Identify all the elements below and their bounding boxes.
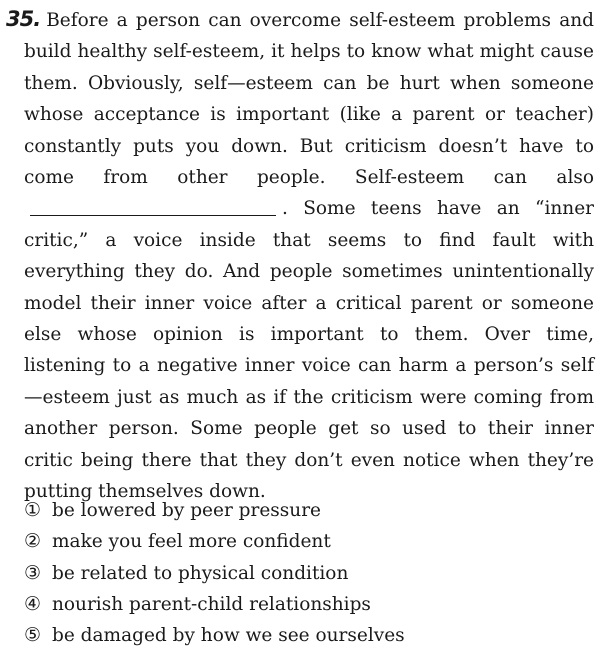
choice-5[interactable] — [24, 620, 584, 651]
choice-3[interactable] — [24, 558, 584, 589]
choice-3-marker: ③ — [24, 561, 42, 584]
question-passage — [6, 4, 594, 508]
choice-5-marker: ⑤ — [24, 624, 42, 647]
answer-blank — [30, 197, 276, 216]
choice-4[interactable] — [24, 589, 584, 620]
passage-text-before-blank: Before a person can overcome self-esteem problems and build healthy self-esteem, it helps to know what might cause them. Obviously, self—esteem can be hurt when someone whose acceptance is important (like a parent or teacher) constantly puts you down. But criticism doesn’t have to come from other people. Self-esteem can also — [24, 10, 594, 189]
choice-4-text: nourish parent-child relationships — [52, 593, 371, 615]
choice-5-text: be damaged by how we see ourselves — [52, 625, 405, 647]
passage-text-after-blank: . Some teens have an “inner critic,” a voice inside that seems to find fault with everything they do. And people sometimes unintentionally model their inner voice after a critical parent or someone else whose opinion is important to them. Over time, listening to a negative inner voice can harm a person’s self—esteem just as much as if the criticism were coming from another person. Some people get so used to their inner critic being there that they don’t even notice when they’re putting themselves down. — [24, 198, 594, 503]
choice-2-text: make you feel more confident — [52, 531, 331, 553]
choice-4-marker: ④ — [24, 592, 42, 615]
choice-3-text: be related to physical condition — [52, 562, 349, 584]
choice-2-marker: ② — [24, 530, 42, 553]
choice-1[interactable] — [24, 495, 584, 526]
choice-1-text: be lowered by peer pressure — [52, 500, 321, 521]
choice-1-marker: ① — [24, 499, 42, 521]
answer-choices — [24, 495, 584, 651]
choice-2[interactable] — [24, 526, 584, 557]
question-number: 35. — [6, 7, 41, 31]
